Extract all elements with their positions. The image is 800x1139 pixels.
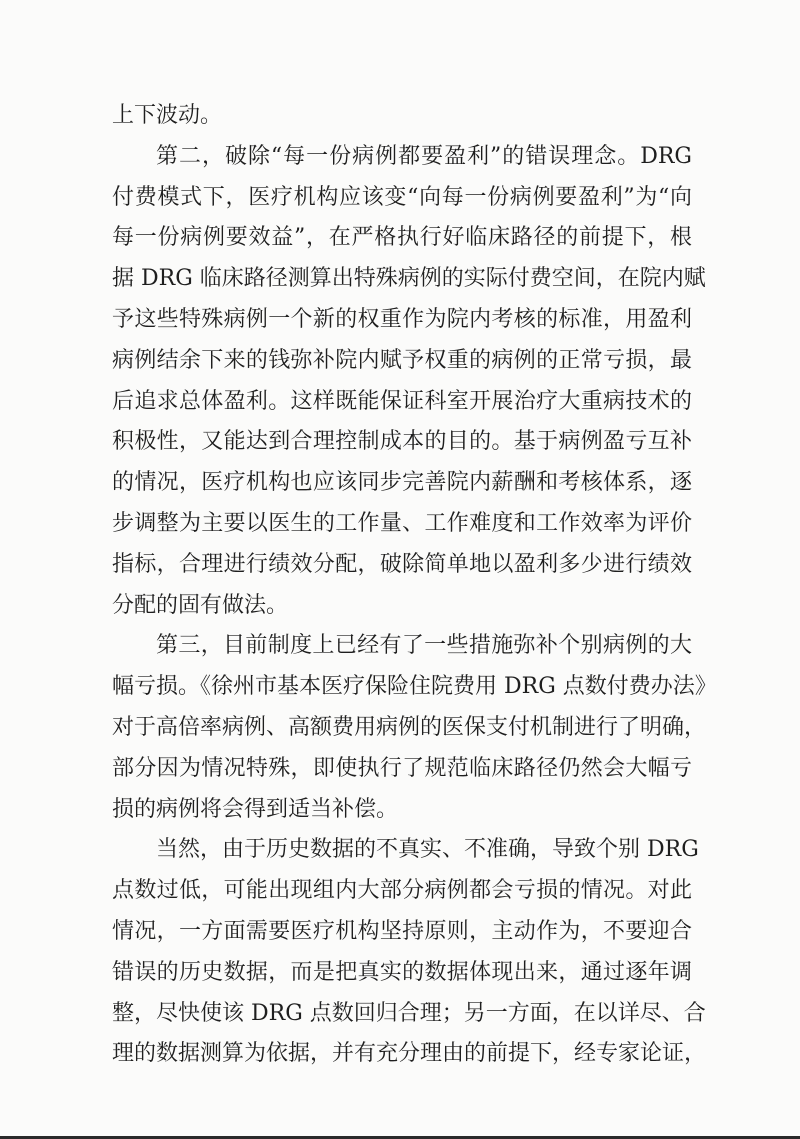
paragraph-end-line: 分配的固有做法。	[112, 592, 289, 618]
text-line: 付费模式下，医疗机构应该变“向每一份病例要盈利”为“向	[112, 184, 692, 210]
text-line: 对于高倍率病例、高额费用病例的医保支付机制进行了明确，	[112, 714, 707, 740]
text-line: 指标，合理进行绩效分配，破除简单地以盈利多少进行绩效	[112, 551, 692, 577]
paragraph-end-line: 损的病例将会得到适当补偿。	[112, 796, 399, 822]
text-line: 情况，一方面需要医疗机构坚持原则，主动作为，不要迎合	[112, 918, 692, 944]
text-line: 整，尽快使该 DRG 点数回归合理；另一方面，在以详尽、合	[112, 1000, 706, 1026]
text-line: 上下波动。	[112, 103, 223, 128]
text-line: 步调整为主要以医生的工作量、工作难度和工作效率为评价	[112, 510, 692, 536]
text-line: 每一份病例要效益”，在严格执行好临床路径的前提下，根	[112, 225, 692, 251]
body-text	[112, 96, 717, 1075]
paragraph-start-line: 第二，破除“每一份病例都要盈利”的错误理念。DRG	[156, 143, 692, 169]
text-line: 后追求总体盈利。这样既能保证科室开展治疗大重病技术的	[112, 388, 692, 414]
text-line: 的情况，医疗机构也应该同步完善院内薪酬和考核体系，逐	[112, 470, 692, 496]
paragraph-start-line: 第三，目前制度上已经有了一些措施弥补个别病例的大	[156, 633, 692, 659]
text-line: 积极性，又能达到合理控制成本的目的。基于病例盈亏互补	[112, 429, 692, 455]
paragraph-start-line: 当然，由于历史数据的不真实、不准确，导致个别 DRG	[156, 837, 699, 863]
text-line: 幅亏损。《徐州市基本医疗保险住院费用 DRG 点数付费办法》	[112, 674, 717, 700]
text-line: 予这些特殊病例一个新的权重作为院内考核的标准，用盈利	[112, 306, 692, 332]
text-line: 据 DRG 临床路径测算出特殊病例的实际付费空间，在院内赋	[112, 266, 706, 292]
text-line: 病例结余下来的钱弥补院内赋予权重的病例的正常亏损，最	[112, 347, 692, 373]
text-line: 点数过低，可能出现组内大部分病例都会亏损的情况。对此	[112, 878, 692, 904]
text-line: 错误的历史数据，而是把真实的数据体现出来，通过逐年调	[112, 959, 692, 985]
text-line: 部分因为情况特殊，即使执行了规范临床路径仍然会大幅亏	[112, 755, 692, 781]
text-line: 理的数据测算为依据，并有充分理由的前提下，经专家论证，	[112, 1041, 707, 1067]
